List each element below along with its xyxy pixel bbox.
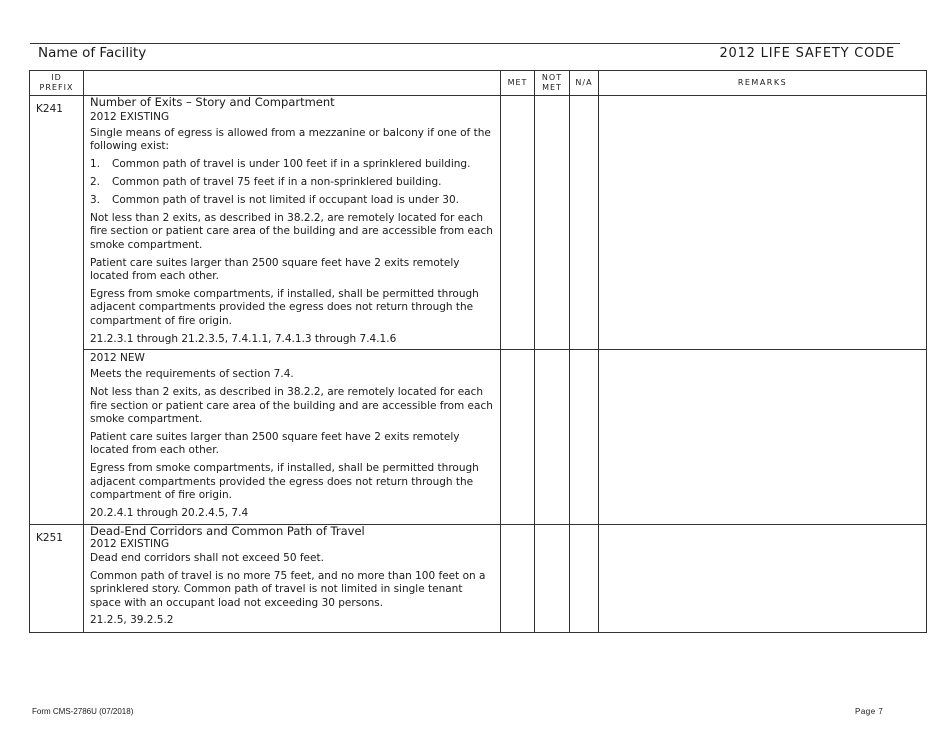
- requirement-text: Dead end corridors shall not exceed 50 feet.: [90, 551, 324, 564]
- page-number: Page 7: [855, 707, 884, 716]
- na-header: N/A: [570, 71, 599, 96]
- requirement-cell: [84, 350, 501, 525]
- header-rule: [30, 43, 900, 44]
- requirement-cell: [84, 96, 501, 350]
- list-item: 2. Common path of travel 75 feet if in a non-sprinklered building.: [90, 176, 442, 189]
- reference-text: 20.2.4.1 through 20.2.4.5, 7.4: [90, 507, 249, 520]
- remarks-cell[interactable]: [599, 525, 927, 633]
- code-title: 2012 LIFE SAFETY CODE: [719, 46, 895, 61]
- requirement-text: Not less than 2 exits, as described in 38.2.2, are remotely located for each fire section or patient care area of the building and are accessible from each smoke compartment.: [90, 211, 493, 251]
- not-met-cell[interactable]: [535, 96, 570, 350]
- id-prefix-cell: K241: [30, 96, 84, 525]
- requirement-text: Single means of egress is allowed from a mezzanine or balcony if one of the following exist:: [90, 126, 491, 153]
- met-cell[interactable]: [501, 525, 535, 633]
- reference-text: 21.2.5, 39.2.5.2: [90, 614, 174, 627]
- remarks-cell[interactable]: [599, 350, 927, 525]
- id-prefix-header: ID PREFIX: [30, 71, 84, 96]
- met-cell[interactable]: [501, 350, 535, 525]
- met-cell[interactable]: [501, 96, 535, 350]
- list-item: 3. Common path of travel is not limited if occupant load is under 30.: [90, 193, 459, 206]
- list-item: 1. Common path of travel is under 100 feet if in a sprinklered building.: [90, 158, 471, 171]
- table-row: [30, 96, 927, 350]
- requirement-text: Egress from smoke compartments, if installed, shall be permitted through adjacent compartments provided the egress does not return through the compartment of fire origin.: [90, 462, 479, 502]
- checklist-table: [29, 70, 927, 633]
- remarks-header: REMARKS: [599, 71, 927, 96]
- not-met-header: NOT MET: [535, 71, 570, 96]
- requirement-title: Dead-End Corridors and Common Path of Travel: [90, 524, 365, 538]
- requirement-text: Meets the requirements of section 7.4.: [90, 368, 294, 381]
- na-cell[interactable]: [570, 96, 599, 350]
- edition-label: 2012 EXISTING: [90, 111, 170, 124]
- remarks-cell[interactable]: [599, 96, 927, 350]
- not-met-cell[interactable]: [535, 525, 570, 633]
- reference-text: 21.2.3.1 through 21.2.3.5, 7.4.1.1, 7.4.1.3 through 7.4.1.6: [90, 332, 397, 345]
- table-header-row: [30, 71, 927, 96]
- met-header: MET: [501, 71, 535, 96]
- na-cell[interactable]: [570, 350, 599, 525]
- na-cell[interactable]: [570, 525, 599, 633]
- form-id: Form CMS-2786U (07/2018): [32, 707, 134, 716]
- table-row: [30, 350, 927, 525]
- not-met-cell[interactable]: [535, 350, 570, 525]
- table-row: [30, 525, 927, 633]
- edition-label: 2012 NEW: [90, 352, 145, 364]
- requirement-text: Not less than 2 exits, as described in 38.2.2, are remotely located for each fire section or patient care area of the building and are accessible from each smoke compartment.: [90, 386, 493, 426]
- facility-name-label: Name of Facility: [38, 45, 147, 61]
- content-header: [84, 71, 501, 96]
- id-prefix-cell: K251: [30, 525, 84, 633]
- requirement-title: Number of Exits – Story and Compartment: [90, 95, 335, 109]
- requirement-text: Patient care suites larger than 2500 square feet have 2 exits remotely located from each other.: [90, 256, 460, 282]
- requirement-text: Patient care suites larger than 2500 square feet have 2 exits remotely located from each other.: [90, 431, 460, 457]
- requirement-text: Common path of travel is no more 75 feet, and no more than 100 feet on a sprinklered story. Common path of travel is not limited in single tenant space with an occupant load not exceeding 30 persons.: [90, 569, 486, 609]
- edition-label: 2012 EXISTING: [90, 538, 170, 551]
- requirement-cell: [84, 525, 501, 633]
- requirement-text: Egress from smoke compartments, if installed, shall be permitted through adjacent compartments provided the egress does not return through the compartment of fire origin.: [90, 287, 479, 327]
